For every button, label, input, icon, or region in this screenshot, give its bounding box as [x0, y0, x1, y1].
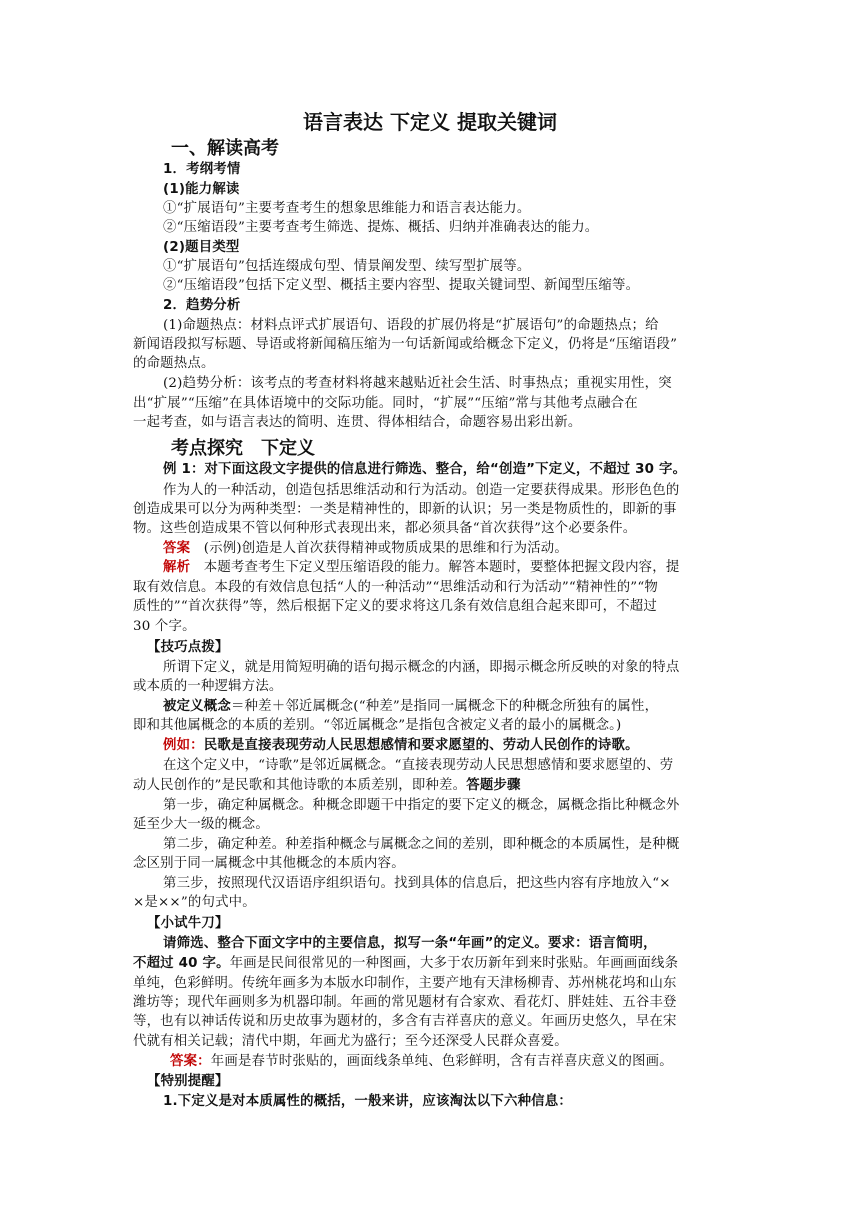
defined-concept-label: 被定义概念	[163, 699, 231, 714]
text-line: ②“压缩语段”包括下定义型、概括主要内容型、提取关键词型、新闻型压缩等。	[163, 278, 640, 293]
text-line: ②“压缩语段”主要考查考生筛选、提炼、概括、归纳并准确表达的能力。	[163, 220, 599, 235]
section-heading-definition: 考点探究 下定义	[171, 438, 315, 459]
example-line	[163, 736, 639, 756]
practice-heading: 【小试牛刀】	[147, 916, 229, 931]
example-text: 民歌是直接表现劳动人民思想感情和要求愿望的、劳动人民创作的诗歌。	[203, 738, 639, 753]
section-heading-interpret: 一、解读高考	[171, 138, 279, 159]
page-title: 语言表达 下定义 提取关键词	[303, 110, 557, 134]
analysis-text: 本题考查考生下定义型压缩语段的能力。解答本题时，要整体把握文段内容，提	[190, 560, 680, 575]
text-line	[133, 776, 521, 796]
answer-label: 答案	[163, 541, 191, 556]
text-line: 代就有相关记载；清代中期，年画尤为盛行；至今还深受人民群众喜爱。	[133, 1034, 568, 1049]
steps-label: 答题步骤	[466, 778, 521, 793]
subheading-ability: (1)能力解读	[163, 182, 240, 197]
definition-formula-line	[163, 697, 658, 717]
text-line: 取有效信息。本段的有效信息包括“人的一种活动”“思维活动和行为活动”“精神性的”“物	[133, 580, 658, 595]
example-1-prompt: 例 1：对下面这段文字提供的信息进行筛选、整合，给“创造”下定义，不超过 30 字。	[163, 462, 687, 477]
text-line: 的命题热点。	[133, 356, 215, 371]
subheading-trend: 2．趋势分析	[163, 298, 241, 313]
text-line: ×是××”的句式中。	[133, 895, 256, 910]
text-span: 年画是民间很常见的一种图画，大多于农历新年到来时张贴。年画画面线条	[229, 956, 679, 971]
text-line: 或本质的一种逻辑方法。	[133, 679, 283, 694]
special-point-1: 1.下定义是对本质属性的概括，一般来讲，应该淘汰以下六种信息：	[163, 1094, 572, 1109]
text-line: 第一步，确定种属概念。种概念即题干中指定的要下定义的概念，属概念指比种概念外	[163, 798, 680, 813]
analysis-label: 解析	[163, 560, 191, 575]
subheading-syllabus: 1．考纲考情	[163, 162, 241, 177]
text-line: ①“扩展语句”包括连缀成句型、情景阐发型、续写型扩展等。	[163, 259, 531, 274]
text-line: 所谓下定义，就是用简短明确的语句揭示概念的内涵，即揭示概念所反映的对象的特点	[163, 660, 680, 675]
text-line: 等，也有以神话传说和历史故事为题材的，多含有吉祥喜庆的意义。年画历史悠久，早在宋	[133, 1014, 677, 1029]
text-line: 即和其他属概念的本质的差别。“邻近属概念”是指包含被定义者的最小的属概念。)	[133, 718, 622, 733]
text-line: 延至少大一级的概念。	[133, 817, 269, 832]
text-line: 30 个字。	[133, 619, 196, 634]
tips-heading: 【技巧点拨】	[147, 640, 229, 655]
word-limit: 不超过 40 字。	[133, 956, 230, 971]
example-label: 例如：	[163, 738, 204, 753]
formula-text: ＝种差＋邻近属概念(“种差”是指同一属概念下的种概念所独有的属性，	[230, 699, 659, 714]
text-line: 作为人的一种活动，创造包括思维活动和行为活动。创造一定要获得成果。形形色色的	[163, 483, 680, 498]
text-line: 一起考查，如与语言表达的简明、连贯、得体相结合，命题容易出彩出新。	[133, 415, 582, 430]
answer-2-label: 答案：	[170, 1054, 211, 1069]
text-line	[133, 954, 678, 974]
subheading-question-types: (2)题目类型	[163, 240, 240, 255]
text-line: 出“扩展”“压缩”在具体语境中的交际功能。同时，“扩展”“压缩”常与其他考点融合在	[133, 396, 638, 411]
answer-line	[163, 539, 568, 559]
text-span: 动人民创作的”是民歌和其他诗歌的本质差别，即种差。	[133, 778, 467, 793]
text-line: 新闻语段拟写标题、导语或将新闻稿压缩为一句话新闻或给概念下定义，仍将是“压缩语段”	[133, 337, 678, 352]
answer-2-line	[170, 1052, 673, 1072]
text-line: 潍坊等；现代年画则多为机器印制。年画的常见题材有合家欢、看花灯、胖娃娃、五谷丰登	[133, 995, 677, 1010]
analysis-line	[163, 558, 679, 578]
text-line: (1)命题热点：材料点评式扩展语句、语段的扩展仍将是“扩展语句”的命题热点；给	[163, 318, 659, 333]
text-line: 创造成果可以分为两种类型：一类是精神性的，即新的认识；另一类是物质性的，即新的事	[133, 502, 677, 517]
answer-text: (示例)创造是人首次获得精神或物质成果的思维和行为活动。	[190, 541, 568, 556]
text-line: 第二步，确定种差。种差指种概念与属概念之间的差别，即种概念的本质属性，是种概	[163, 837, 680, 852]
text-line: ①“扩展语句”主要考查考生的想象思维能力和语言表达能力。	[163, 201, 531, 216]
text-line: 质性的”“首次获得”等，然后根据下定义的要求将这几条有效信息组合起来即可，不超过	[133, 599, 657, 614]
text-line: 念区别于同一属概念中其他概念的本质内容。	[133, 856, 405, 871]
text-line: 单纯，色彩鲜明。传统年画多为本版水印制作，主要产地有天津杨柳青、苏州桃花坞和山东	[133, 976, 677, 991]
practice-prompt: 请筛选、整合下面文字中的主要信息，拟写一条“年画”的定义。要求：语言简明，	[163, 936, 657, 951]
text-line: 第三步，按照现代汉语语序组织语句。找到具体的信息后，把这些内容有序地放入“×	[163, 876, 671, 891]
text-line: 在这个定义中，“诗歌”是邻近属概念。“直接表现劳动人民思想感情和要求愿望的、劳	[163, 758, 674, 773]
special-heading: 【特别提醒】	[147, 1074, 229, 1089]
answer-2-text: 年画是春节时张贴的，画面线条单纯、色彩鲜明，含有吉祥喜庆意义的图画。	[210, 1054, 673, 1069]
text-line: 物。这些创造成果不管以何种形式表现出来，都必须具备“首次获得”这个必要条件。	[133, 521, 637, 536]
text-line: (2)趋势分析：该考点的考查材料将越来越贴近社会生活、时事热点；重视实用性，突	[163, 376, 672, 391]
